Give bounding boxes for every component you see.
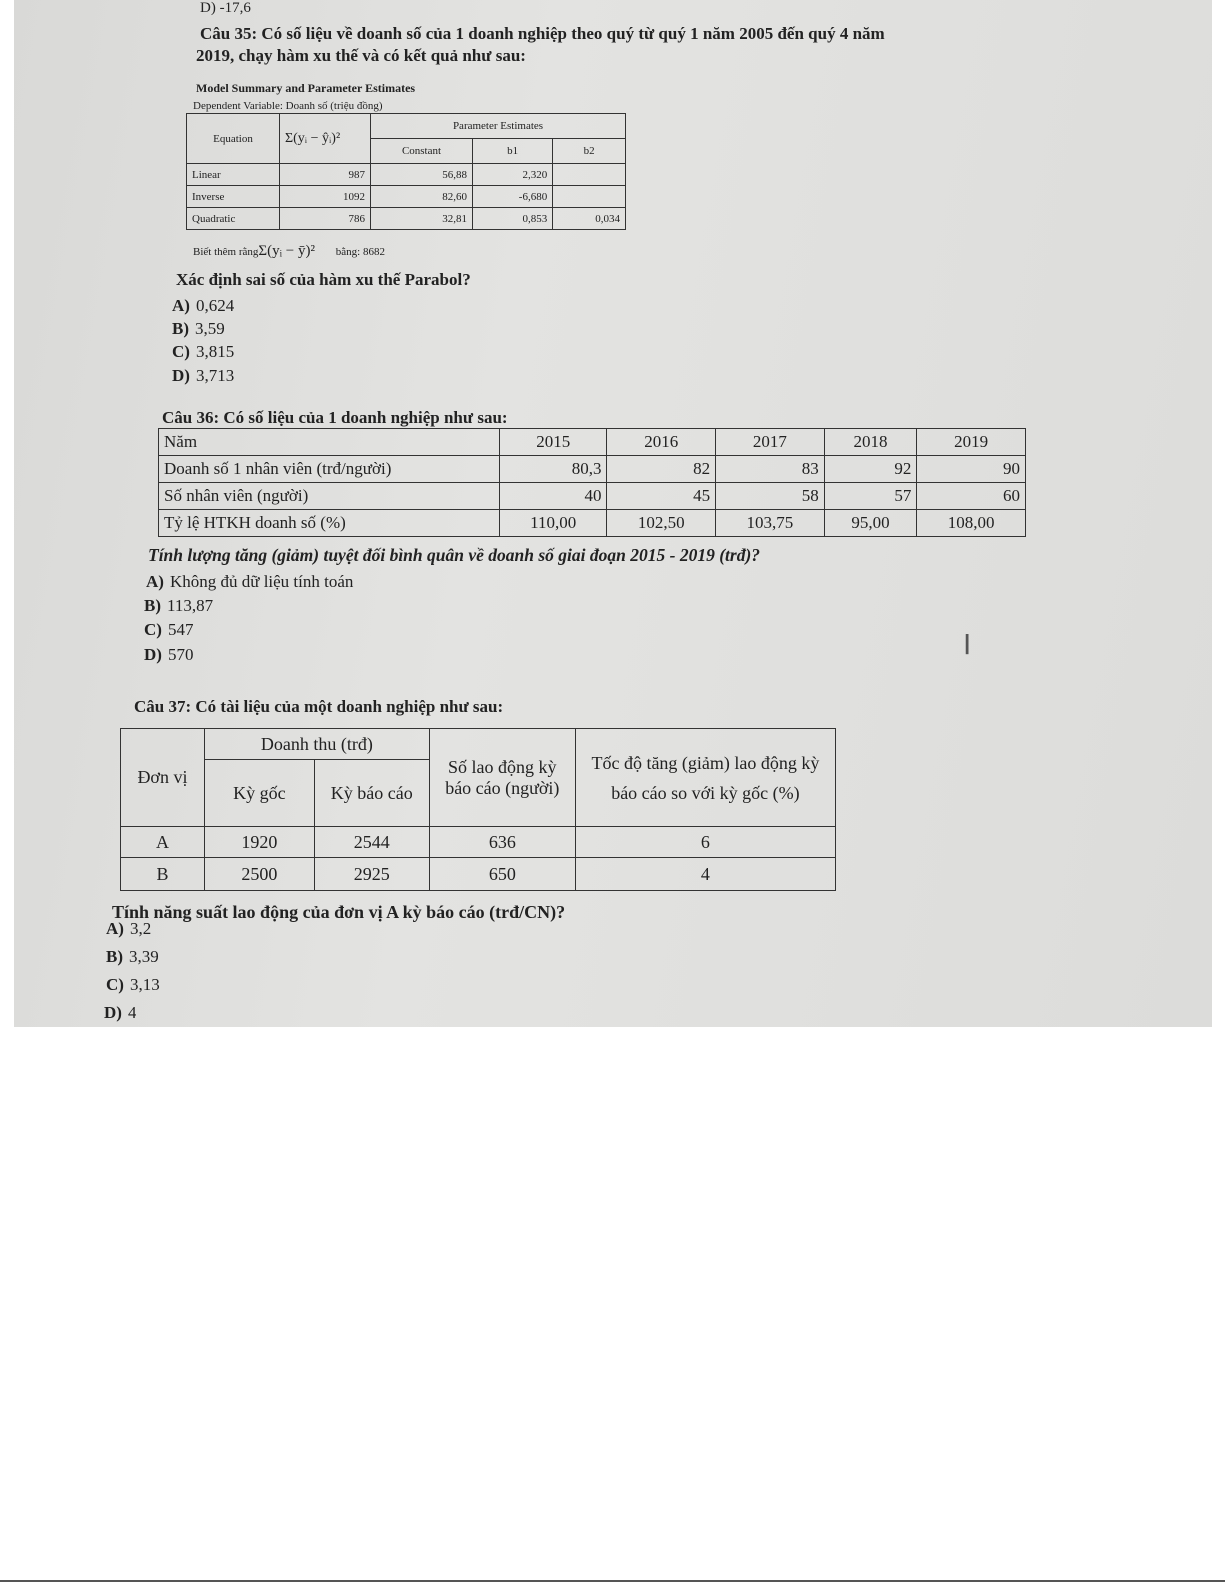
q37-report: 2925 — [314, 858, 429, 891]
q37-header-report: Kỳ báo cáo — [314, 760, 429, 827]
q35-b2 — [553, 164, 626, 186]
q36-year: 2016 — [607, 429, 716, 456]
q35-title: Câu 35: Có số liệu về doanh số của 1 doanh nghiệp theo quý từ quý 1 năm 2005 đến quý 4 năm — [200, 24, 885, 43]
q36-cell: 40 — [500, 483, 607, 510]
q36-option-a: A) Không đủ dữ liệu tính toán — [146, 572, 354, 591]
q36-row-label: Tỷ lệ HTKH doanh số (%) — [159, 510, 500, 537]
q36-cell: 95,00 — [824, 510, 917, 537]
q36-cell: 90 — [917, 456, 1026, 483]
q37-option-a: A) 3,2 — [106, 919, 152, 938]
q35-b2: 0,034 — [553, 208, 626, 230]
q35-title-line2: 2019, chạy hàm xu thế và có kết quả như sau: — [196, 46, 526, 65]
q37-base: 1920 — [204, 827, 314, 858]
q36-cell: 108,00 — [917, 510, 1026, 537]
q37-header-unit: Đơn vị — [121, 729, 205, 827]
q36-cell: 103,75 — [716, 510, 825, 537]
q35-note-formula: Σ(yᵢ − ȳ)² — [258, 243, 316, 259]
q36-cell: 80,3 — [500, 456, 607, 483]
q36-cell: 110,00 — [500, 510, 607, 537]
q35-eq: Quadratic — [187, 208, 280, 230]
q37-unit: A — [121, 827, 205, 858]
table-row — [187, 186, 626, 208]
table-row — [187, 208, 626, 230]
q37-header-base: Kỳ gốc — [204, 760, 314, 827]
q37-header-growth: Tốc độ tăng (giảm) lao động kỳ báo cáo so với kỳ gốc (%) — [575, 729, 835, 827]
q35-b1: 0,853 — [473, 208, 553, 230]
q35-sse: 1092 — [280, 186, 371, 208]
table-row — [159, 510, 1026, 537]
q37-option-c: C) 3,13 — [106, 975, 160, 994]
q36-year: 2019 — [917, 429, 1026, 456]
q35-header-b1: b1 — [473, 139, 553, 164]
q36-question: Tính lượng tăng (giảm) tuyệt đối bình quân về doanh số giai đoạn 2015 - 2019 (trđ)? — [148, 545, 761, 565]
q36-cell: 58 — [716, 483, 825, 510]
q35-note — [193, 243, 385, 260]
q36-cell: 82 — [607, 456, 716, 483]
q36-cell: 102,50 — [607, 510, 716, 537]
q37-title: Câu 37: Có tài liệu của một doanh nghiệp như sau: — [134, 697, 504, 716]
q36-table — [158, 428, 1026, 537]
q36-cell: 57 — [824, 483, 917, 510]
bottom-divider — [0, 1580, 1225, 1582]
q37-labor: 636 — [429, 827, 575, 858]
q36-cell: 60 — [917, 483, 1026, 510]
table-row — [121, 858, 836, 891]
q36-cell: 45 — [607, 483, 716, 510]
q36-row-label: Doanh số 1 nhân viên (trđ/người) — [159, 456, 500, 483]
q35-option-a: A) 0,624 — [172, 296, 235, 315]
q37-report: 2544 — [314, 827, 429, 858]
q36-option-c: C) 547 — [144, 620, 194, 639]
q37-header-revenue: Doanh thu (trđ) — [204, 729, 429, 760]
q35-constant: 82,60 — [371, 186, 473, 208]
q37-growth: 4 — [575, 858, 835, 891]
previous-option-cut: D) -17,6 — [200, 0, 251, 16]
q37-header-labor: Số lao động kỳ báo cáo (người) — [429, 729, 575, 827]
q35-question: Xác định sai số của hàm xu thế Parabol? — [176, 270, 471, 289]
q35-table — [186, 113, 626, 230]
q35-b1: 2,320 — [473, 164, 553, 186]
q36-option-b: B) 113,87 — [144, 596, 214, 615]
q36-cell: 83 — [716, 456, 825, 483]
q37-base: 2500 — [204, 858, 314, 891]
q37-option-d: D) 4 — [104, 1003, 137, 1022]
q36-year: 2017 — [716, 429, 825, 456]
q35-eq: Inverse — [187, 186, 280, 208]
q35-b1: -6,680 — [473, 186, 553, 208]
q37-question: Tính năng suất lao động của đơn vị A kỳ báo cáo (trđ/CN)? — [112, 902, 566, 922]
q36-year: 2018 — [824, 429, 917, 456]
q35-note-suffix: bằng: 8682 — [335, 246, 385, 258]
q35-header-sse: Σ(yᵢ − ŷᵢ)² — [280, 114, 371, 164]
q35-header-constant: Constant — [371, 139, 473, 164]
table-row — [159, 456, 1026, 483]
table-row — [121, 827, 836, 858]
q36-header-label: Năm — [159, 429, 500, 456]
q35-option-c: C) 3,815 — [172, 342, 235, 361]
q35-option-b: B) 3,59 — [172, 319, 225, 338]
q35-sse: 987 — [280, 164, 371, 186]
table-row — [159, 429, 1026, 456]
q35-dependent-variable: Dependent Variable: Doanh số (triệu đồng) — [193, 100, 383, 112]
q35-sse: 786 — [280, 208, 371, 230]
q36-row-label: Số nhân viên (người) — [159, 483, 500, 510]
q37-table — [120, 728, 836, 891]
q35-header-b2: b2 — [553, 139, 626, 164]
q37-growth: 6 — [575, 827, 835, 858]
q36-option-d: D) 570 — [144, 645, 194, 664]
q36-year: 2015 — [500, 429, 607, 456]
q35-header-param: Parameter Estimates — [371, 114, 626, 139]
table-row — [187, 164, 626, 186]
q37-option-b: B) 3,39 — [106, 947, 159, 966]
q35-eq: Linear — [187, 164, 280, 186]
q35-constant: 32,81 — [371, 208, 473, 230]
q35-model-title: Model Summary and Parameter Estimates — [196, 81, 416, 95]
q35-note-prefix: Biết thêm rằng — [193, 246, 259, 258]
q35-b2 — [553, 186, 626, 208]
q36-cell: 92 — [824, 456, 917, 483]
q37-labor: 650 — [429, 858, 575, 891]
q37-unit: B — [121, 858, 205, 891]
q35-constant: 56,88 — [371, 164, 473, 186]
text-cursor-icon: I — [963, 628, 972, 661]
table-row — [159, 483, 1026, 510]
q35-option-d: D) 3,713 — [172, 366, 235, 385]
q36-title: Câu 36: Có số liệu của 1 doanh nghiệp như sau: — [162, 408, 508, 427]
q35-header-equation: Equation — [187, 114, 280, 164]
